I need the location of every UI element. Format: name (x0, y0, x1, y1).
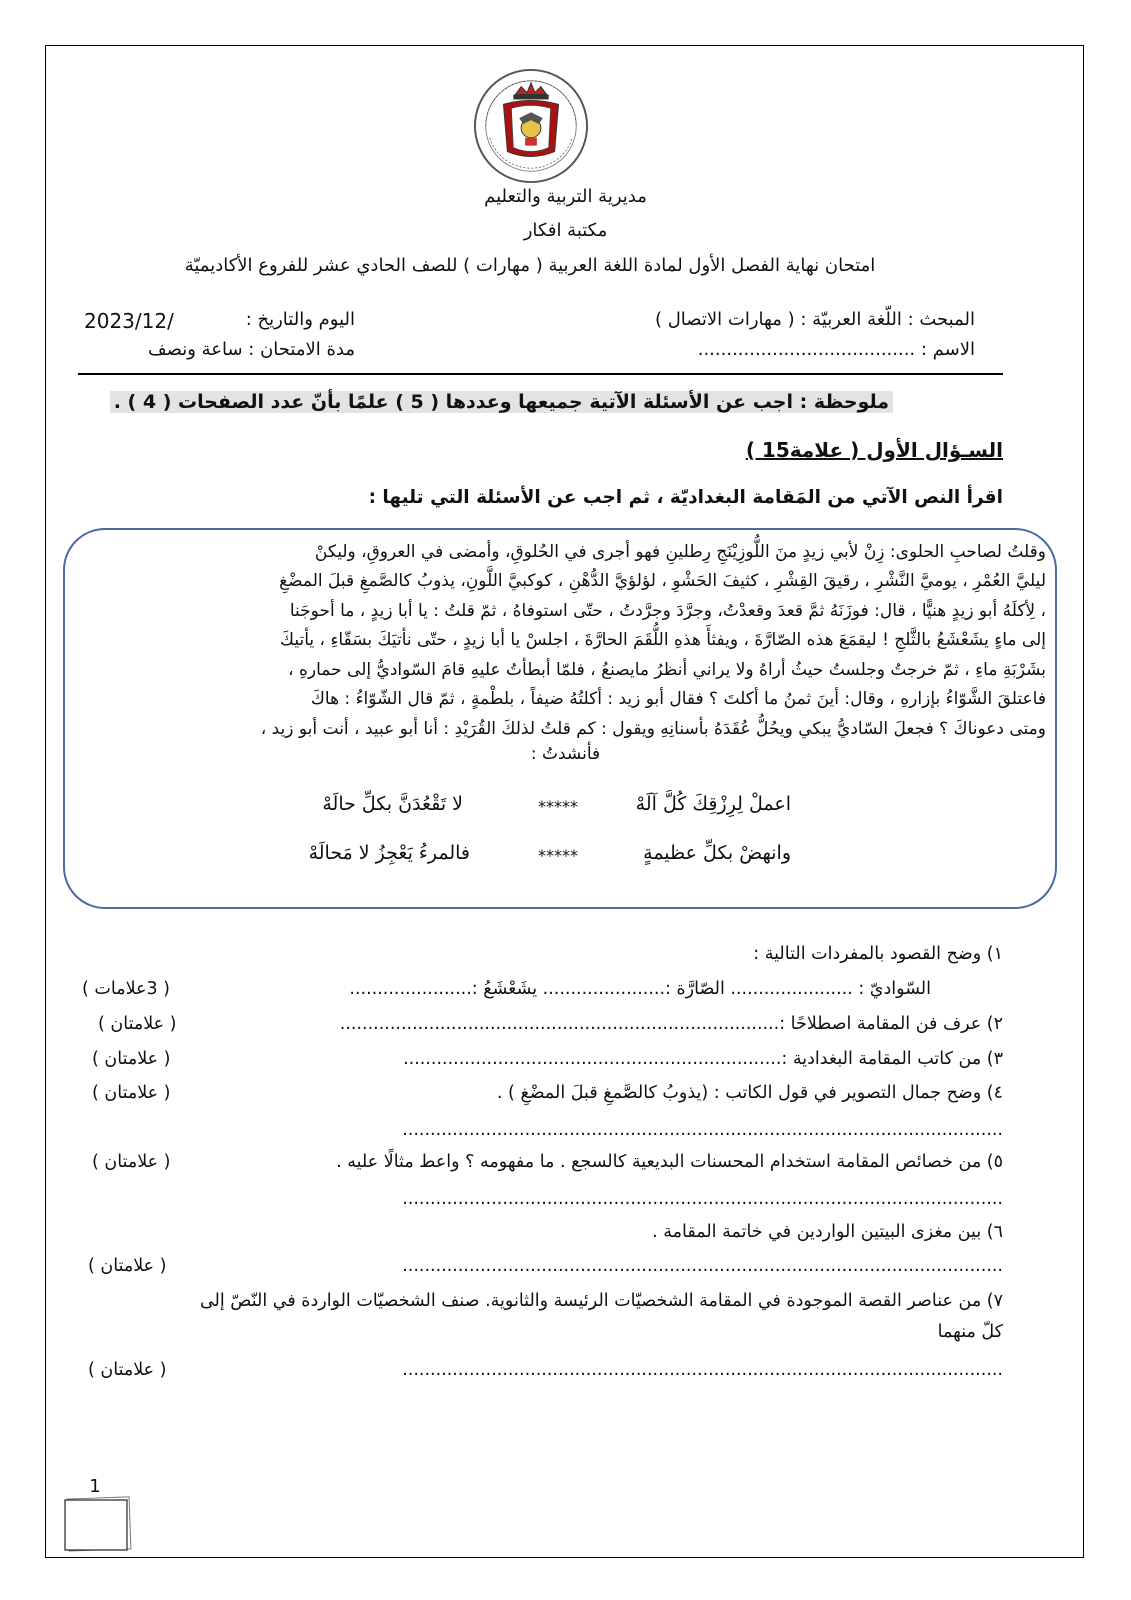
passage-line: ، لِأكلَهُ أبو زيدٍ هنيًّا ، قال: فوزَنَهُ ثمَّ قعدَ وقعدْتُ، وجرَّدَ وجرَّدتُ ، حتّى استوفاهُ ، ثمّ قلتُ : يا أبا زيدٍ ، ما أحوجَنا (289, 601, 1046, 621)
question-item: ٤) وضح جمال التصوير في قول الكاتب : (يذوبُ كالصَّمغِ قبلَ المضْغِ ) . (496, 1083, 1003, 1103)
subject-field: المبحث : اللّغة العربيّة : ( مهارات الاتصال ) (654, 309, 975, 330)
verse-2-second: فالمرءُ يَعْجِزُ لا مَحالَهْ (308, 842, 470, 864)
question-item[interactable]: ٢) عرف فن المقامة اصطلاحًا :............................................................................... (339, 1014, 1003, 1034)
verse-2-separator: ***** (538, 846, 578, 865)
question-item: ٧) من عناصر القصة الموجودة في المقامة الشخصيّات الرئيسة والثانوية. صنف الشخصيّات الواردة في النّصّ إلى (199, 1291, 1003, 1311)
answer-line[interactable]: ............................................................................................................ (402, 1360, 1003, 1380)
question-item: كلّ منهما (937, 1322, 1003, 1342)
question-1-heading: السـؤال الأول ( علامة15 ) (745, 438, 1003, 462)
question-item: ٥) من خصائص المقامة استخدام المحسنات البديعية كالسجع . ما مفهومه ؟ واعط مثالًا عليه . (336, 1152, 1003, 1172)
passage-line: فاعتلقَ الشَّوّاءُ بإزارهِ ، وقال: أينَ ثمنُ ما أكلتَ ؟ فقال أبو زيد : أكلتُهُ ضيفاً ، بلطْمةٍ ، ثمّ قال الشّوّاءُ : هاكَ (310, 689, 1046, 709)
question-item: ١) وضح القصود بالمفردات التالية : (753, 944, 1003, 964)
passage-line: وقلتُ لصاحبِ الحلوى: زِنْ لأبي زيدٍ منَ اللُّوزِيْنَجِ رِطلينِ فهو أجرى في الحُلوقِ، وأمضى في العروقِ، وليكنْ (314, 542, 1046, 562)
answer-line[interactable]: ............................................................................................................ (402, 1256, 1003, 1276)
question-1-instruction: اقرأ النص الآتي من المَقامة البغداديّة ، ثم اجب عن الأسئلة التي تليها : (368, 487, 1003, 508)
answer-line[interactable]: ............................................................................................................ (402, 1120, 1003, 1140)
verse-1-second: لا تَقْعُدَنَّ بكلِّ حالَهْ (322, 793, 463, 815)
question-mark: ( علامتان ) (88, 1360, 167, 1380)
exam-duration: مدة الامتحان : ساعة ونصف (147, 339, 355, 360)
question-mark: ( 3علامات ) (82, 979, 170, 999)
header-divider (78, 373, 1003, 375)
verse-1-first: اعملْ لِرِزْقِكَ كُلَّ آلَهْ (635, 793, 791, 815)
passage-line: بشَرْبَةِ ماءِ ، ثمّ خرجتُ وجلستُ حيثُ أراهُ ولا يراني أنظرُ مايصنعُ ، فلمّا أبطأتُ عليهِ قامَ السّواديُّ إلى حمارهِ ، (288, 660, 1046, 680)
passage-line: فأنشدتُ : (530, 744, 601, 764)
ministry-seal-logo (472, 67, 590, 185)
question-mark: ( علامتان ) (92, 1083, 171, 1103)
page-number-box (62, 1494, 134, 1554)
day-date-label: اليوم والتاريخ : (245, 309, 355, 330)
student-name-field[interactable]: الاسم : ...................................... (697, 339, 975, 360)
answer-line[interactable]: ............................................................................................................ (402, 1189, 1003, 1209)
question-mark: ( علامتان ) (92, 1152, 171, 1172)
question-item[interactable]: ٣) من كاتب المقامة البغدادية :.................................................................... (403, 1049, 1003, 1069)
exam-title: امتحان نهاية الفصل الأول لمادة اللغة العربية ( مهارات ) للصف الحادي عشر للفروع الأكاديميّة (184, 255, 876, 276)
question-item: ٦) بين مغزى البيتين الواردين في خاتمة المقامة . (652, 1222, 1003, 1242)
directorate-name: مديرية التربية والتعليم (484, 186, 647, 207)
exam-note: ملوحظة : اجب عن الأسئلة الآتية جميعها وعددها ( 5 ) علمًا بأنّ عدد الصفحات ( 4 ) . (110, 391, 893, 413)
question-mark: ( علامتان ) (92, 1049, 171, 1069)
question-mark: ( علامتان ) (98, 1014, 177, 1034)
passage-line: إلى ماءٍ يشَعْشَعُ بالثَّلجِ ! ليقمَعَ هذه الصّارَّةَ ، ويفثأَ هذهِ اللُّقَمَ الحارَّةَ ، اجلسْ يا أبا زيدٍ ، حتّى نأتيَكَ بسَقّاءِ ، يأتيكَ (280, 630, 1046, 650)
question-mark: ( علامتان ) (88, 1256, 167, 1276)
date-value: 2023/12/ (84, 309, 174, 333)
passage-line: ومتى دعوناكَ ؟ فجعلَ السّاديُّ يبكي ويحُلُّ عُقَدَهُ بأسنانِهِ ويقول : كم قلتُ لذلكَ القُرَيْدِ : أنا أبو عبيد ، أنت أبو زيد ، (260, 719, 1046, 739)
library-name: مكتبة افكار (523, 220, 608, 241)
verse-2-first: وانهضْ بكلِّ عظيمةٍ (643, 842, 791, 864)
page-number: 1 (89, 1476, 101, 1497)
verse-1-separator: ***** (538, 797, 578, 816)
question-item[interactable]: السّواديّ : ...................... الصّارَّة :...................... يشَعْشَعُ :...................... (349, 979, 931, 999)
passage-line: ليليَّ العُمْرِ ، يوميَّ النَّشْرِ ، رقيقَ القِشْرِ ، كثيفَ الحَشْوِ ، لؤلؤيَّ الدُّهْنِ ، كوكبيَّ اللَّونِ، يذوبُ كالصَّمغِ قبلَ المضْغِ (279, 571, 1046, 591)
